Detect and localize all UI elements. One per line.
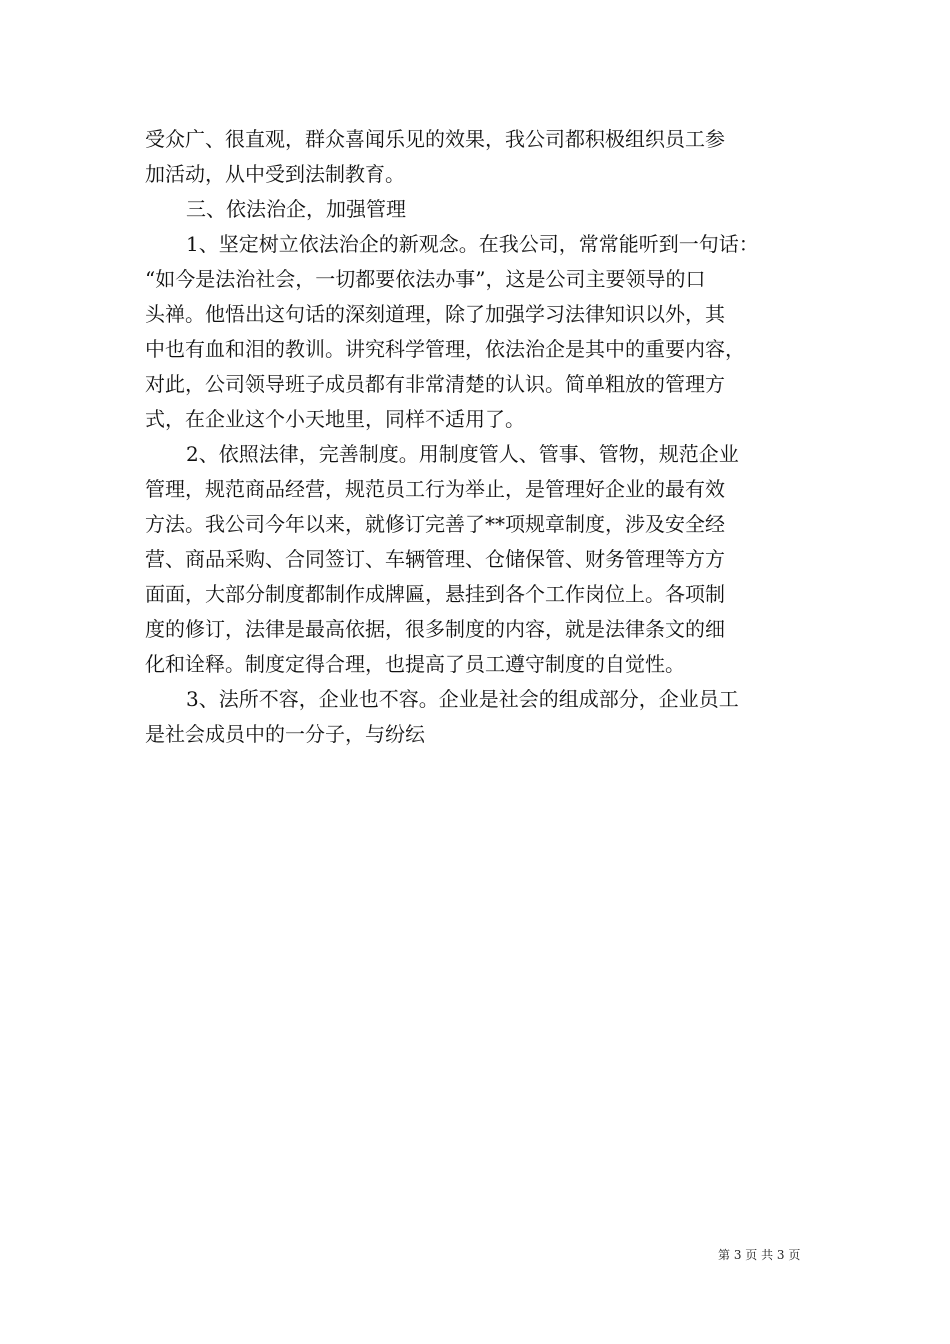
text-line: “如今是法治社会，一切都要依法办事”，这是公司主要领导的口 [145, 267, 706, 291]
text-line: 1、坚定树立依法治企的新观念。在我公司，常常能听到一句话： [186, 232, 759, 256]
page-number: 第 3 页 共 3 页 [718, 1248, 801, 1262]
body-text [145, 122, 811, 752]
text-line: 营、商品采购、合同签订、车辆管理、仓储保管、财务管理等方方 [145, 547, 725, 571]
text-line: 对此，公司领导班子成员都有非常清楚的认识。简单粗放的管理方 [145, 372, 725, 396]
text-line: 加活动，从中受到法制教育。 [145, 162, 405, 186]
text-line: 头禅。他悟出这句话的深刻道理，除了加强学习法律知识以外，其 [145, 302, 725, 326]
text-line: 受众广、很直观，群众喜闻乐见的效果，我公司都积极组织员工参 [145, 127, 725, 151]
section-heading: 三、依法治企，加强管理 [186, 197, 406, 221]
text-line: 化和诠释。制度定得合理，也提高了员工遵守制度的自觉性。 [145, 652, 685, 676]
text-line: 度的修订，法律是最高依据，很多制度的内容，就是法律条文的细 [145, 617, 725, 641]
text-line: 中也有血和泪的教训。讲究科学管理，依法治企是其中的重要内容， [145, 337, 745, 361]
text-line: 是社会成员中的一分子，与纷纭 [145, 722, 425, 746]
text-line: 3、法所不容，企业也不容。企业是社会的组成部分，企业员工 [186, 687, 739, 711]
text-line: 式，在企业这个小天地里，同样不适用了。 [145, 407, 525, 431]
text-line: 面面，大部分制度都制作成牌匾，悬挂到各个工作岗位上。各项制 [145, 582, 725, 606]
text-line: 方法。我公司今年以来，就修订完善了**项规章制度，涉及安全经 [145, 512, 725, 536]
text-line: 2、依照法律，完善制度。用制度管人、管事、管物，规范企业 [186, 442, 739, 466]
text-line: 管理，规范商品经营，规范员工行为举止，是管理好企业的最有效 [145, 477, 725, 501]
